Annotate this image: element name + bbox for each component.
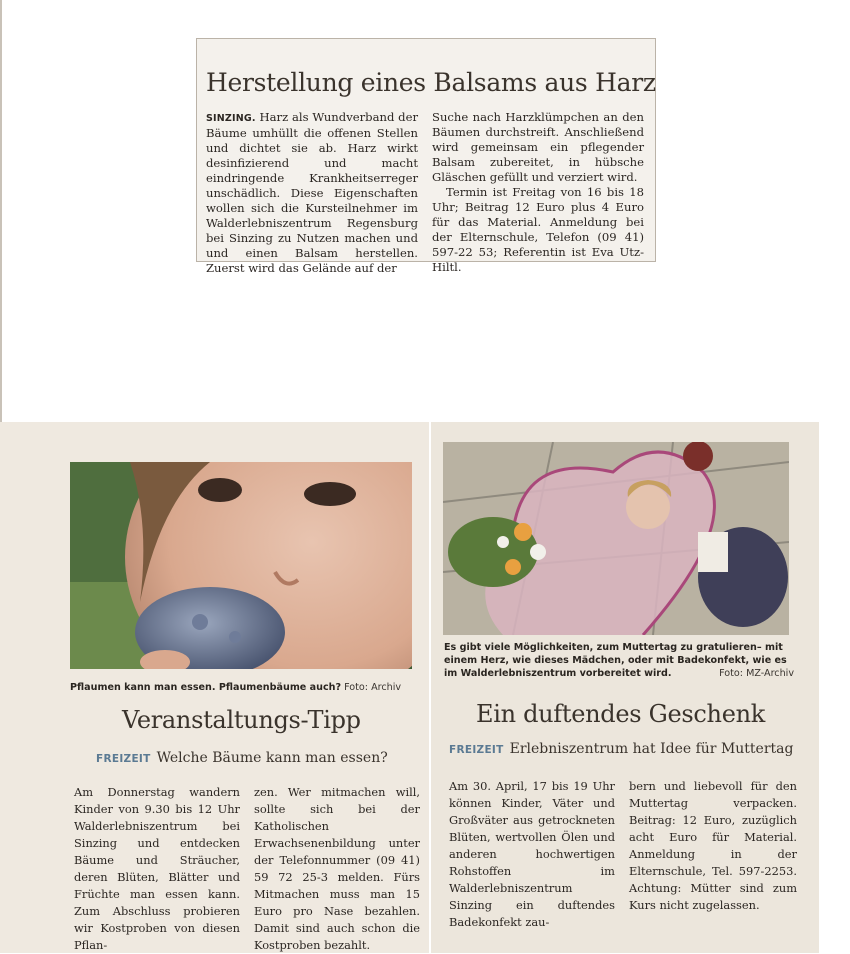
article-body-text: Am Donnerstag wandern Kinder von 9.30 bis 12 Uhr Walderlebniszentrum bei Sinzing und entdecken Bäume und Sträucher, deren Blüten, Blätter und Früchte man essen kann. Zum Abschluss probieren wir Kostproben von diesen Pflan- bbox=[74, 785, 240, 952]
caption-text: Pflaumen kann man essen. Pflaumenbäume auch? bbox=[70, 682, 342, 693]
article-subheadline bbox=[449, 741, 793, 757]
dateline: SINZING. bbox=[206, 113, 256, 124]
article-headline: Veranstaltungs-Tipp bbox=[122, 706, 361, 734]
photo-credit: Foto: Archiv bbox=[344, 682, 402, 693]
child-eating-plum-photo bbox=[70, 462, 412, 669]
category-kicker: FREIZEIT bbox=[96, 753, 151, 765]
photo-caption bbox=[444, 641, 794, 680]
article-column-2 bbox=[629, 778, 797, 914]
article-body-text: zen. Wer mitmachen will, sollte sich bei der Katholischen Erwachsenenbildung unter der Telefonnummer (09 41) 59 72 25-3 melden. Fürs Mitmachen muss man 15 Euro pro Nase bezahlen. Damit sind auch schon die Kostproben bezahlt. bbox=[254, 785, 420, 952]
article-body-text: Am 30. April, 17 bis 19 Uhr können Kinder, Väter und Großväter aus getrockneten Blüten, wertvollen Ölen und anderen hochwertigen Rohstoffen im Walderlebniszentrum Sinzing ein duftendes Badekonfekt zau- bbox=[449, 779, 615, 929]
article-column-2 bbox=[432, 110, 644, 275]
article-column-1 bbox=[206, 110, 418, 276]
article-headline: Ein duftendes Geschenk bbox=[476, 700, 765, 728]
article-title: Herstellung eines Balsams aus Harz bbox=[206, 68, 656, 97]
article-body-text: Termin ist Freitag von 16 bis 18 Uhr; Beitrag 12 Euro plus 4 Euro für das Material. Anmeldung bei der Elternschule, Telefon (09 41) 597-22 53; Referentin ist Eva Utz-Hiltl. bbox=[432, 185, 644, 274]
article-subheadline bbox=[96, 750, 388, 766]
photo-credit: Foto: MZ-Archiv bbox=[719, 668, 794, 679]
article-column-2 bbox=[254, 784, 420, 954]
article-body-text: Harz als Wundverband der Bäume umhüllt die offenen Stellen und dichtet sie ab. Harz wirkt desinfizierend und macht eindringende Krankheitserreger unschädlich. Diese Eigenschaften wollen sich die Kursteilnehmer im Walderlebniszentrum Regensburg bei Sinzing zu Nutzen machen und und einen Balsam herstellen. Zuerst wird das Gelände auf der bbox=[206, 110, 418, 275]
article-body-text: bern und liebevoll für den Muttertag verpacken. Beitrag: 12 Euro, zuzüglich acht Euro für Material. Anmeldung in der Elternschule, Tel. 597-2253. Achtung: Mütter sind zum Kurs nicht zugelassen. bbox=[629, 779, 797, 912]
article-body-text: Suche nach Harzklümpchen an den Bäumen durchstreift. Anschließend wird gemeinsam ein pflegender Balsam zubereitet, in hübsche Gläschen gefüllt und verziert wird. bbox=[432, 110, 644, 184]
subheadline-text: Welche Bäume kann man essen? bbox=[156, 750, 388, 766]
article-column-1 bbox=[449, 778, 615, 931]
caption-text: Es gibt viele Möglichkeiten, zum Muttertag zu gratulieren– mit einem Herz, wie dieses Mädchen, oder mit Badekonfekt, wie es im Walderlebniszentrum vorbereitet wird. bbox=[444, 642, 787, 679]
subheadline-text: Erlebniszentrum hat Idee für Muttertag bbox=[509, 741, 794, 757]
category-kicker: FREIZEIT bbox=[449, 744, 504, 756]
scan-edge-line bbox=[0, 0, 2, 430]
article-column-1 bbox=[74, 784, 240, 954]
photo-caption bbox=[70, 681, 420, 694]
girl-chalk-heart-photo bbox=[443, 442, 789, 635]
